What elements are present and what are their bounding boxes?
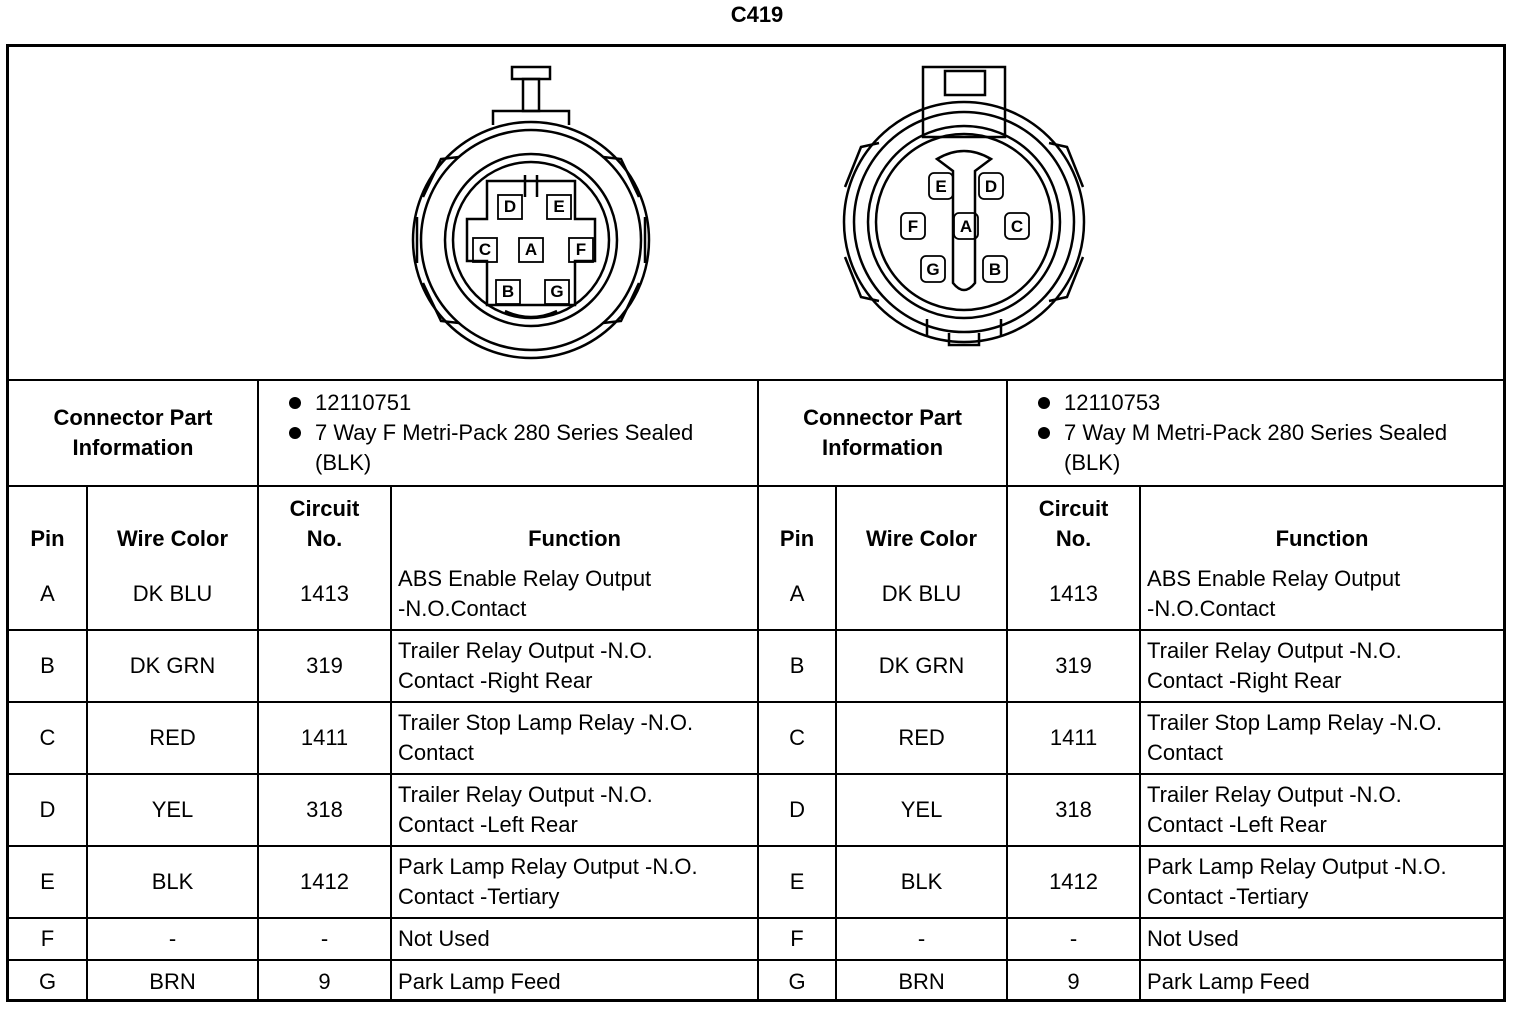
connector-table-frame xyxy=(6,44,1506,1002)
circuit-cell: 319 xyxy=(1007,630,1140,702)
circuit-cell: 1411 xyxy=(1007,702,1140,774)
wire-color-cell: DK BLU xyxy=(87,558,258,630)
pin-cell: D xyxy=(758,774,836,846)
table-row xyxy=(9,558,1503,630)
function-cell: ABS Enable Relay Output -N.O.Contact xyxy=(1140,558,1503,630)
function-cell: Trailer Stop Lamp Relay -N.O. Contact xyxy=(391,702,758,774)
header-function: Function xyxy=(1140,486,1503,558)
right-info-label: Connector Part Information xyxy=(758,381,1007,486)
function-cell: ABS Enable Relay Output -N.O.Contact xyxy=(391,558,758,630)
pin-cell: B xyxy=(758,630,836,702)
female-pin-c: C xyxy=(478,240,492,259)
female-pin-labels xyxy=(479,197,586,301)
wire-color-cell: DK GRN xyxy=(836,630,1007,702)
circuit-cell: 319 xyxy=(258,630,391,702)
circuit-cell: 318 xyxy=(1007,774,1140,846)
pin-cell: G xyxy=(758,960,836,1002)
male-pin-g: G xyxy=(926,260,940,279)
circuit-cell: 1412 xyxy=(1007,846,1140,918)
connector-info-row xyxy=(9,381,1503,486)
wire-color-cell: - xyxy=(87,918,258,960)
pin-cell: B xyxy=(9,630,87,702)
female-pin-d: D xyxy=(503,197,517,216)
function-cell: Trailer Relay Output -N.O. Contact -Right Rear xyxy=(1140,630,1503,702)
male-pin-f: F xyxy=(907,217,919,236)
male-pin-b: B xyxy=(988,260,1002,279)
function-cell: Trailer Relay Output -N.O. Contact -Right Rear xyxy=(391,630,758,702)
female-pin-e: E xyxy=(553,197,565,216)
pin-cell: A xyxy=(9,558,87,630)
male-connector-face xyxy=(844,67,1084,345)
male-pin-c: C xyxy=(1010,217,1024,236)
circuit-cell: 1411 xyxy=(258,702,391,774)
pin-cell: F xyxy=(9,918,87,960)
wire-color-cell: BRN xyxy=(836,960,1007,1002)
page-title: C419 xyxy=(730,2,784,27)
function-cell: Not Used xyxy=(1140,918,1503,960)
female-pin-f: F xyxy=(575,240,587,259)
wire-color-cell: BRN xyxy=(87,960,258,1002)
pin-cell: E xyxy=(758,846,836,918)
left-info-label: Connector Part Information xyxy=(9,381,258,486)
function-cell: Park Lamp Relay Output -N.O. Contact -Tertiary xyxy=(1140,846,1503,918)
left-part-description: 7 Way F Metri-Pack 280 Series Sealed (BLK) xyxy=(265,418,751,478)
table-row xyxy=(9,630,1503,702)
female-pin-b: B xyxy=(501,282,515,301)
right-part-description: 7 Way M Metri-Pack 280 Series Sealed (BLK) xyxy=(1014,418,1497,478)
wire-color-cell: RED xyxy=(87,702,258,774)
pin-cell: G xyxy=(9,960,87,1002)
table-row xyxy=(9,774,1503,846)
header-circuit: Circuit No. xyxy=(258,486,391,558)
pin-cell: F xyxy=(758,918,836,960)
function-cell: Trailer Stop Lamp Relay -N.O. Contact xyxy=(1140,702,1503,774)
circuit-cell: 1413 xyxy=(1007,558,1140,630)
pin-cell: D xyxy=(9,774,87,846)
pinout-table xyxy=(9,381,1503,1002)
function-cell: Not Used xyxy=(391,918,758,960)
wire-color-cell: BLK xyxy=(87,846,258,918)
female-pin-g: G xyxy=(550,282,564,301)
circuit-cell: 9 xyxy=(1007,960,1140,1002)
header-pin: Pin xyxy=(758,486,836,558)
wire-color-cell: - xyxy=(836,918,1007,960)
wire-color-cell: YEL xyxy=(87,774,258,846)
pin-cell: C xyxy=(9,702,87,774)
left-part-info xyxy=(258,381,758,486)
male-pin-d: D xyxy=(984,177,998,196)
male-pin-a: A xyxy=(959,217,973,236)
female-pin-a: A xyxy=(524,240,538,259)
table-row xyxy=(9,960,1503,1002)
right-part-info xyxy=(1007,381,1503,486)
pin-rows xyxy=(9,558,1503,1002)
left-part-number: 12110751 xyxy=(265,388,751,418)
function-cell: Park Lamp Relay Output -N.O. Contact -Tertiary xyxy=(391,846,758,918)
circuit-cell: 318 xyxy=(258,774,391,846)
table-row xyxy=(9,702,1503,774)
table-row xyxy=(9,918,1503,960)
circuit-cell: 1412 xyxy=(258,846,391,918)
circuit-cell: 1413 xyxy=(258,558,391,630)
header-function: Function xyxy=(391,486,758,558)
header-wire-color: Wire Color xyxy=(87,486,258,558)
pin-cell: C xyxy=(758,702,836,774)
circuit-cell: - xyxy=(1007,918,1140,960)
wire-color-cell: DK GRN xyxy=(87,630,258,702)
right-part-number: 12110753 xyxy=(1014,388,1497,418)
female-connector-face xyxy=(413,67,649,358)
wire-color-cell: DK BLU xyxy=(836,558,1007,630)
function-cell: Trailer Relay Output -N.O. Contact -Left Rear xyxy=(391,774,758,846)
connector-diagrams xyxy=(9,47,1503,381)
wire-color-cell: RED xyxy=(836,702,1007,774)
connector-face-views xyxy=(9,47,1503,379)
column-header-row xyxy=(9,486,1503,558)
wire-color-cell: YEL xyxy=(836,774,1007,846)
function-cell: Park Lamp Feed xyxy=(391,960,758,1002)
pin-cell: A xyxy=(758,558,836,630)
wire-color-cell: BLK xyxy=(836,846,1007,918)
function-cell: Trailer Relay Output -N.O. Contact -Left Rear xyxy=(1140,774,1503,846)
header-wire-color: Wire Color xyxy=(836,486,1007,558)
header-circuit: Circuit No. xyxy=(1007,486,1140,558)
function-cell: Park Lamp Feed xyxy=(1140,960,1503,1002)
pin-cell: E xyxy=(9,846,87,918)
circuit-cell: 9 xyxy=(258,960,391,1002)
table-row xyxy=(9,846,1503,918)
header-pin: Pin xyxy=(9,486,87,558)
male-pin-e: E xyxy=(935,177,947,196)
circuit-cell: - xyxy=(258,918,391,960)
